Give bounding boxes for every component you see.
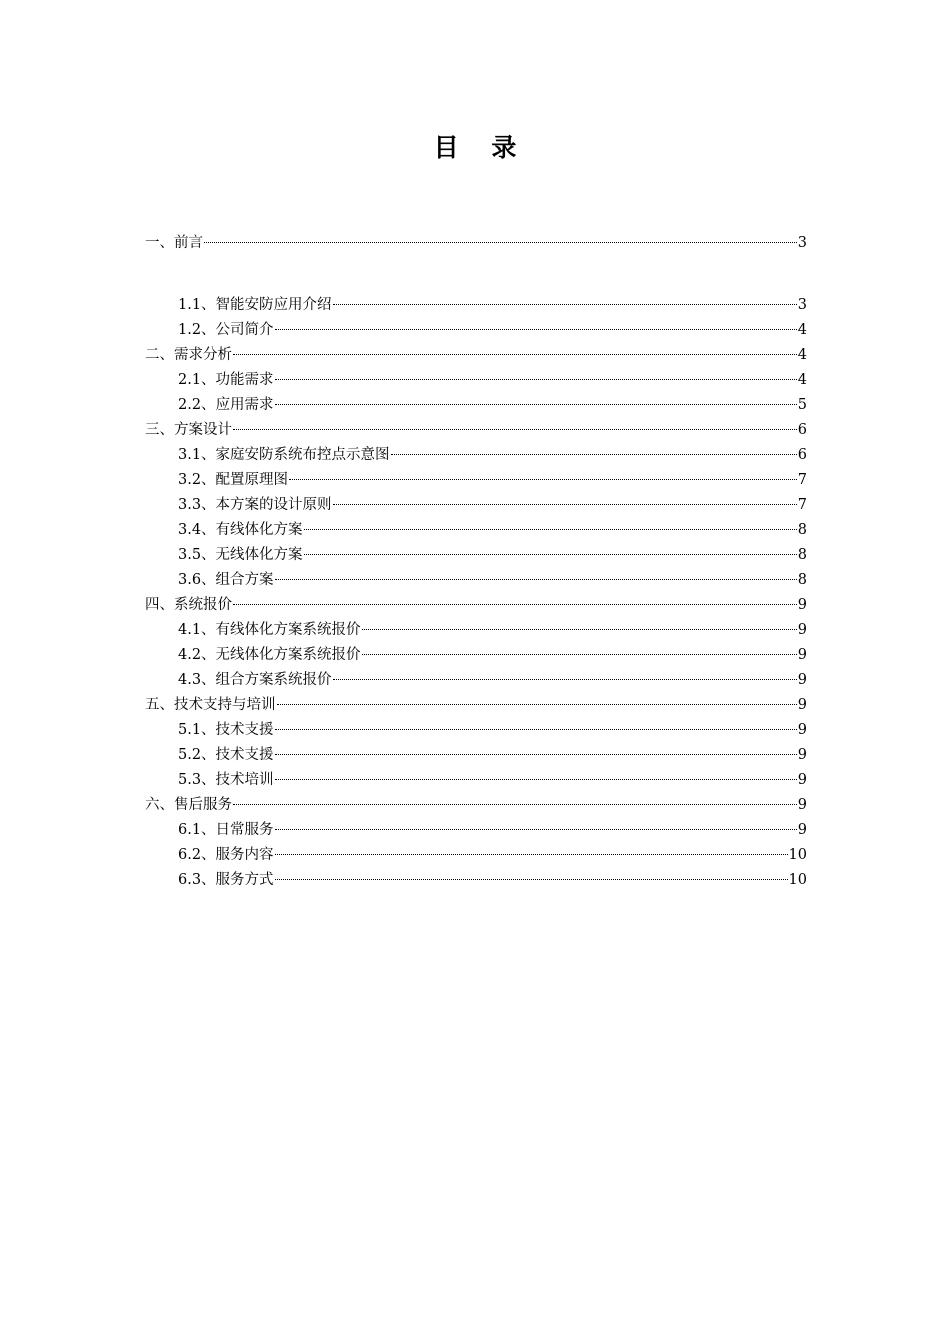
toc-entry-label: 5.3、技术培训 <box>178 772 274 788</box>
toc-entry-label: 二、需求分析 <box>145 347 232 363</box>
toc-entry-label: 6.1、日常服务 <box>178 822 274 838</box>
dot-leader <box>275 379 797 380</box>
toc-entry-label: 2.2、应用需求 <box>178 397 274 413</box>
dot-leader <box>391 454 797 455</box>
toc-entry-label: 五、技术支持与培训 <box>145 697 276 713</box>
dot-leader <box>275 754 797 755</box>
dot-leader <box>275 579 797 580</box>
toc-entry-2-1[interactable] <box>145 368 807 393</box>
toc-entry-label: 2.1、功能需求 <box>178 372 274 388</box>
dot-leader <box>204 242 797 243</box>
dot-leader <box>275 829 797 830</box>
toc-page-number: 7 <box>797 497 807 513</box>
toc-page-number: 9 <box>797 672 807 688</box>
toc-page-number: 8 <box>797 572 807 588</box>
toc-entry-2-2[interactable] <box>145 393 807 418</box>
toc-entry-label: 六、售后服务 <box>145 797 232 813</box>
toc-page-number: 8 <box>797 522 807 538</box>
toc-page-number: 9 <box>797 622 807 638</box>
toc-entry-3-3[interactable] <box>145 493 807 518</box>
dot-leader <box>289 479 797 480</box>
toc-entry-6-3[interactable] <box>145 868 807 893</box>
dot-leader <box>304 529 797 530</box>
toc-entry-label: 6.3、服务方式 <box>178 872 274 888</box>
toc-page-number: 6 <box>797 447 807 463</box>
toc-entry-4-1[interactable] <box>145 618 807 643</box>
dot-leader <box>275 779 797 780</box>
dot-leader <box>275 854 788 855</box>
toc-entry-3-2[interactable] <box>145 468 807 493</box>
dot-leader <box>333 679 797 680</box>
toc-page-number: 9 <box>797 697 807 713</box>
toc-entry-label: 6.2、服务内容 <box>178 847 274 863</box>
toc-entry-5-3[interactable] <box>145 768 807 793</box>
toc-page-number: 6 <box>797 422 807 438</box>
toc-entry-6-2[interactable] <box>145 843 807 868</box>
toc-entry-label: 3.3、本方案的设计原则 <box>178 497 332 513</box>
toc-entry-label: 3.4、有线体化方案 <box>178 522 303 538</box>
toc-entry-3-1[interactable] <box>145 443 807 468</box>
dot-leader <box>277 704 797 705</box>
toc-entry-4-3[interactable] <box>145 668 807 693</box>
toc-entry-3-5[interactable] <box>145 543 807 568</box>
toc-page-number: 4 <box>797 347 807 363</box>
dot-leader <box>275 404 797 405</box>
dot-leader <box>362 629 797 630</box>
toc-page-number: 4 <box>797 322 807 338</box>
toc-entry-label: 3.2、配置原理图 <box>178 472 289 488</box>
toc-page-number: 9 <box>797 772 807 788</box>
toc-page-number: 9 <box>797 647 807 663</box>
toc-entry-label: 1.1、智能安防应用介绍 <box>178 297 332 313</box>
toc-entry-label: 1.2、公司简介 <box>178 322 274 338</box>
dot-leader <box>304 554 797 555</box>
toc-page-number: 4 <box>797 372 807 388</box>
toc-title: 目 录 <box>433 133 529 162</box>
dot-leader <box>233 804 797 805</box>
toc-entry-5-2[interactable] <box>145 743 807 768</box>
toc-entry-3-6[interactable] <box>145 568 807 593</box>
toc-entry-support-training[interactable] <box>145 693 807 718</box>
toc-page-number: 9 <box>797 597 807 613</box>
toc-entry-5-1[interactable] <box>145 718 807 743</box>
dot-leader <box>233 354 797 355</box>
toc-page-number: 9 <box>797 822 807 838</box>
toc-page-number: 10 <box>788 847 807 863</box>
dot-leader <box>275 729 797 730</box>
toc-entry-4-2[interactable] <box>145 643 807 668</box>
dot-leader <box>275 329 797 330</box>
toc-page-number: 9 <box>797 722 807 738</box>
toc-entry-label: 4.3、组合方案系统报价 <box>178 672 332 688</box>
toc-page-number: 8 <box>797 547 807 563</box>
toc-entry-1-1[interactable] <box>145 293 807 318</box>
toc-entry-design[interactable] <box>145 418 807 443</box>
toc-entry-label: 四、系统报价 <box>145 597 232 613</box>
dot-leader <box>362 654 797 655</box>
dot-leader <box>333 304 797 305</box>
toc-entry-label: 4.1、有线体化方案系统报价 <box>178 622 361 638</box>
toc-entry-1-2[interactable] <box>145 318 807 343</box>
toc-entry-preface[interactable] <box>145 231 807 256</box>
dot-leader <box>333 504 797 505</box>
toc-page-number: 10 <box>788 872 807 888</box>
toc-entry-label: 5.1、技术支援 <box>178 722 274 738</box>
dot-leader <box>233 604 797 605</box>
toc-entry-label: 3.6、组合方案 <box>178 572 274 588</box>
toc-page-number: 3 <box>797 235 807 251</box>
toc-entry-label: 3.5、无线体化方案 <box>178 547 303 563</box>
toc-page-number: 9 <box>797 747 807 763</box>
toc-entry-after-sales[interactable] <box>145 793 807 818</box>
toc-entry-label: 4.2、无线体化方案系统报价 <box>178 647 361 663</box>
dot-leader <box>233 429 797 430</box>
toc-entry-label: 三、方案设计 <box>145 422 232 438</box>
toc-page-number: 9 <box>797 797 807 813</box>
toc-entry-requirements[interactable] <box>145 343 807 368</box>
toc-entry-label: 5.2、技术支援 <box>178 747 274 763</box>
dot-leader <box>275 879 788 880</box>
toc-entry-6-1[interactable] <box>145 818 807 843</box>
toc-page-number: 7 <box>797 472 807 488</box>
toc-page-number: 5 <box>797 397 807 413</box>
toc-page-number: 3 <box>797 297 807 313</box>
toc-entry-pricing[interactable] <box>145 593 807 618</box>
table-of-contents <box>145 231 807 893</box>
toc-entry-3-4[interactable] <box>145 518 807 543</box>
toc-entry-label: 3.1、家庭安防系统布控点示意图 <box>178 447 390 463</box>
toc-entry-label: 一、前言 <box>145 235 203 251</box>
